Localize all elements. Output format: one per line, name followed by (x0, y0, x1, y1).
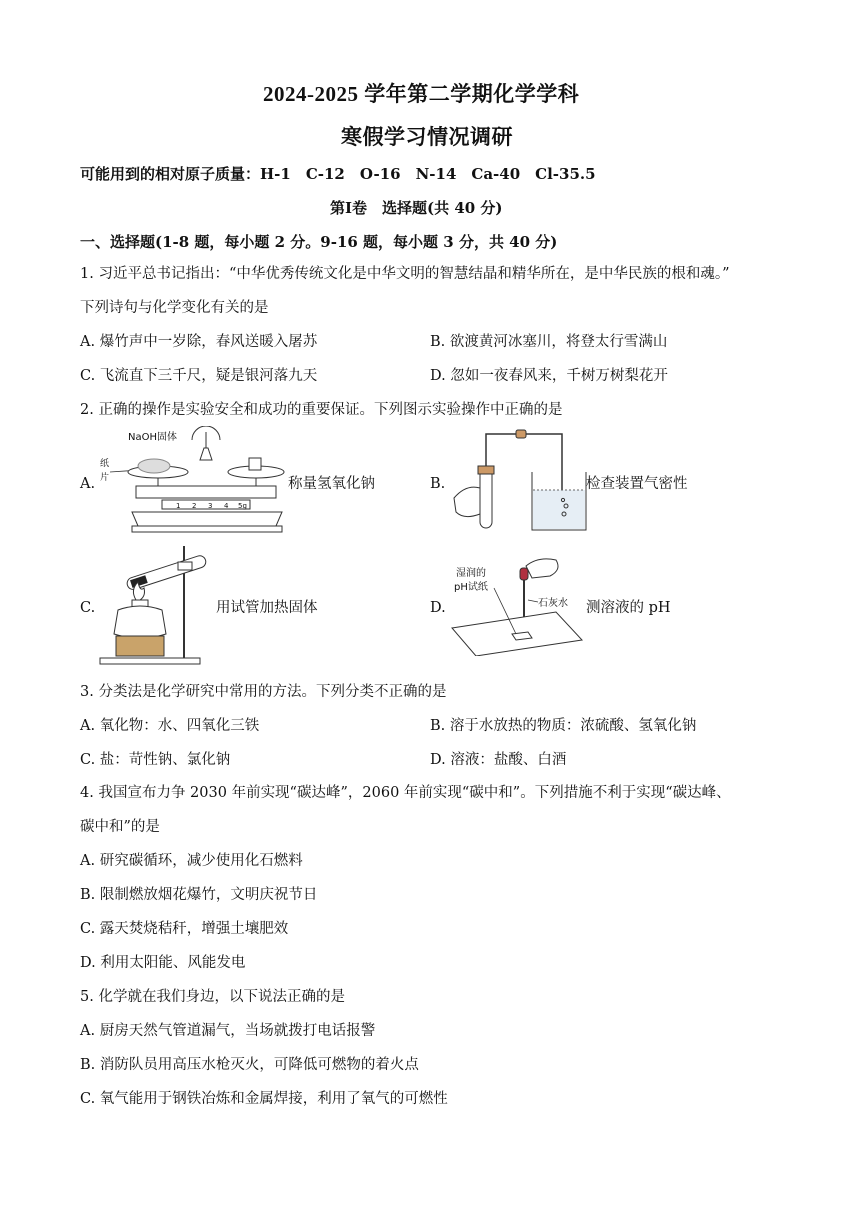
q2-option-b-caption: 检查装置气密性 (586, 476, 688, 492)
airtightness-illustration (450, 428, 590, 534)
wet-label-1: 湿润的 (456, 568, 486, 579)
section-title: 一、选择题(1-8 题，每小题 2 分。9-16 题，每小题 3 分，共 40 分) (80, 233, 558, 251)
balance-illustration (96, 426, 296, 536)
svg-text:2: 2 (192, 502, 197, 510)
q4-stem-line1: 4. 我国宣布力争 2030 年前实现“碳达峰”，2060 年前实现“碳中和”。下列措施不利于实现“碳达峰、 (80, 785, 731, 801)
svg-text:1: 1 (176, 502, 181, 510)
lime-label: 石灰水 (538, 598, 568, 609)
wet-label-2: pH试纸 (454, 582, 488, 593)
q5-option-b: B. 消防队员用高压水枪灭火，可降低可燃物的着火点 (80, 1057, 419, 1073)
q2-option-c-letter: C. (80, 600, 96, 616)
svg-text:4: 4 (224, 502, 229, 510)
q3-option-a: A. 氧化物：水、四氧化三铁 (80, 718, 260, 734)
q5-option-c: C. 氧气能用于钢铁冶炼和金属焊接，利用了氧气的可燃性 (80, 1091, 448, 1107)
q4-option-a: A. 研究碳循环，减少使用化石燃料 (80, 853, 303, 869)
q1-option-a: A. 爆竹声中一岁除，春风送暖入屠苏 (80, 334, 318, 350)
q3-stem: 3. 分类法是化学研究中常用的方法。下列分类不正确的是 (80, 684, 447, 700)
paper-label-2: 片 (100, 473, 110, 483)
q4-option-b: B. 限制燃放烟花爆竹，文明庆祝节日 (80, 887, 318, 903)
q2-option-a-caption: 称量氢氧化钠 (288, 476, 375, 492)
exam-title-line2: 寒假学习情况调研 (341, 125, 513, 149)
atomic-mass-note: 可能用到的相对原子质量：H-1 C-12 O-16 N-14 Ca-40 Cl-35.5 (80, 165, 596, 183)
q2-option-a-letter: A. (80, 476, 96, 492)
naoh-label: NaOH固体 (128, 432, 177, 443)
q2-stem: 2. 正确的操作是实验安全和成功的重要保证。下列图示实验操作中正确的是 (80, 402, 563, 418)
svg-text:3: 3 (208, 502, 213, 510)
q1-option-d: D. 忽如一夜春风来，千树万树梨花开 (430, 368, 668, 384)
q5-option-a: A. 厨房天然气管道漏气，当场就拨打电话报警 (80, 1023, 376, 1039)
q1-stem-line1: 1. 习近平总书记指出：“中华优秀传统文化是中华文明的智慧结晶和精华所在，是中华民族的根和魂。” (80, 266, 730, 282)
part-title: 第Ⅰ卷 选择题(共 40 分) (330, 199, 503, 217)
svg-text:5g: 5g (238, 502, 247, 510)
q4-option-c: C. 露天焚烧秸秆，增强土壤肥效 (80, 921, 289, 937)
q3-option-d: D. 溶液：盐酸、白酒 (430, 752, 567, 768)
paper-label-1: 纸 (100, 459, 110, 469)
q5-stem: 5. 化学就在我们身边，以下说法正确的是 (80, 989, 345, 1005)
q3-option-c: C. 盐：苛性钠、氯化钠 (80, 752, 231, 768)
q1-option-c: C. 飞流直下三千尺，疑是银河落九天 (80, 368, 318, 384)
q4-option-d: D. 利用太阳能、风能发电 (80, 955, 246, 971)
q2-option-c-caption: 用试管加热固体 (216, 600, 318, 616)
q2-option-d-letter: D. (430, 600, 446, 616)
q2-option-d-caption: 测溶液的 pH (586, 600, 671, 616)
q4-stem-line2: 碳中和”的是 (80, 819, 160, 835)
exam-title-line1: 2024-2025 学年第二学期化学学科 (263, 82, 580, 106)
ph-test-illustration (446, 556, 586, 656)
q2-option-b-letter: B. (430, 476, 446, 492)
heating-tube-illustration (96, 542, 216, 668)
q1-option-b: B. 欲渡黄河冰塞川，将登太行雪满山 (430, 334, 668, 350)
q3-option-b: B. 溶于水放热的物质：浓硫酸、氢氧化钠 (430, 718, 697, 734)
q1-stem-line2: 下列诗句与化学变化有关的是 (80, 300, 269, 316)
